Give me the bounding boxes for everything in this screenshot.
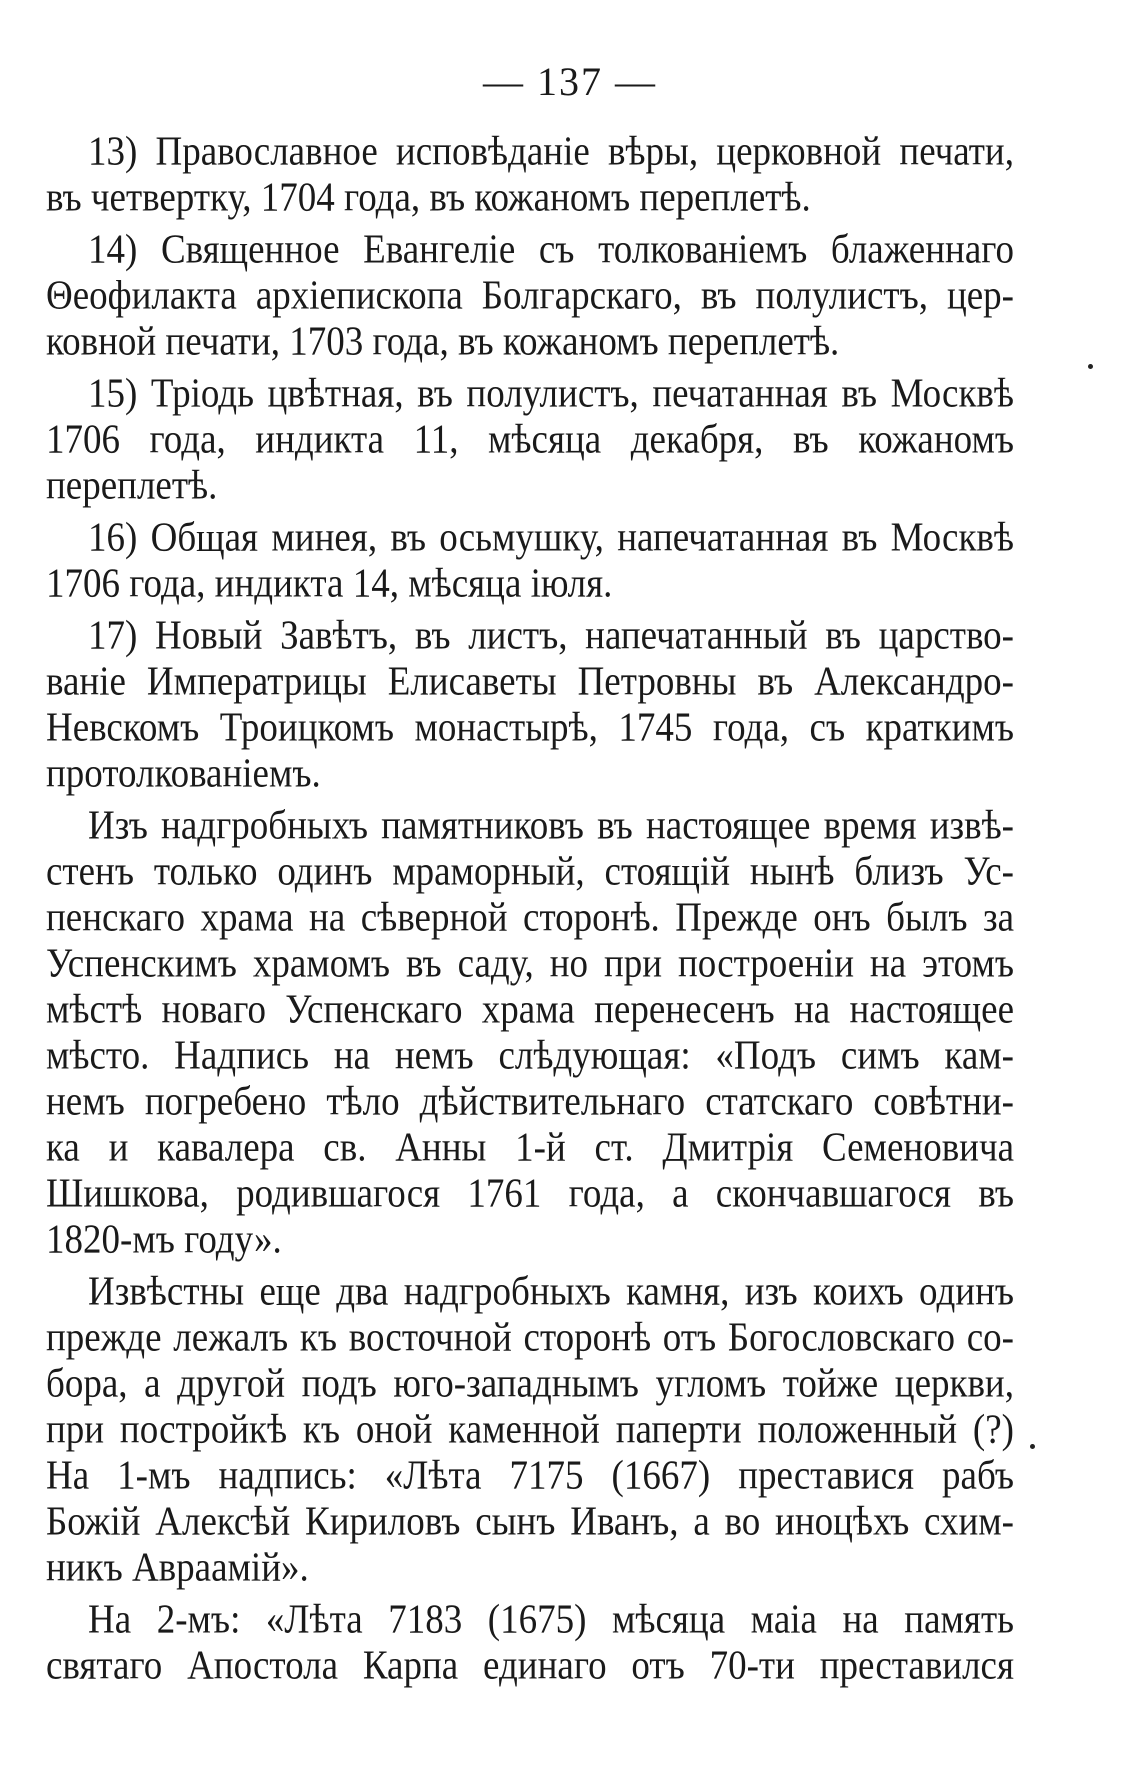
text-line: 1706 года, индикта 11, мѣсяца декабря, въ кожаномъ (46, 416, 1014, 463)
text-line: въ четвертку, 1704 года, въ кожаномъ переплетѣ. (46, 174, 811, 221)
text-line: никъ Авраамій». (46, 1544, 309, 1591)
text-line: 17) Новый Завѣтъ, въ листъ, напечатанный въ царство- (88, 612, 1014, 659)
text-line: 13) Православное исповѣданіе вѣры, церковной печати, (88, 128, 1014, 175)
text-line: Θеофилакта архіепископа Болгарскаго, въ полулистъ, цер- (46, 272, 1014, 319)
text-line: мѣстѣ новаго Успенскаго храма перенесенъ на настоящее (46, 986, 1014, 1033)
text-line: мѣсто. Надпись на немъ слѣдующая: «Подъ симъ кам- (46, 1032, 1014, 1079)
text-line: Успенскимъ храмомъ въ саду, но при построеніи на этомъ (46, 940, 1014, 987)
text-line: Божій Алексѣй Кириловъ сынъ Иванъ, а во иноцѣхъ схим- (46, 1498, 1014, 1545)
text-line: ка и кавалера св. Анны 1-й ст. Дмитрія Семеновича (46, 1124, 1014, 1171)
text-line: 15) Тріодь цвѣтная, въ полулистъ, печатанная въ Москвѣ (88, 370, 1014, 417)
text-line: протолкованіемъ. (46, 750, 321, 797)
text-line: Извѣстны еще два надгробныхъ камня, изъ коихъ одинъ (88, 1268, 1014, 1315)
text-line: переплетѣ. (46, 462, 218, 509)
text-line: 1820-мъ году». (46, 1216, 282, 1263)
text-line: Изъ надгробныхъ памятниковъ въ настоящее время извѣ- (88, 802, 1014, 849)
text-line: Шишкова, родившагося 1761 года, а скончавшагося въ (46, 1170, 1014, 1217)
text-line: святаго Апостола Карпа единаго отъ 70-ти преставился (46, 1642, 1014, 1689)
text-line: немъ погребено тѣло дѣйствительнаго статскаго совѣтни- (46, 1078, 1014, 1125)
text-line: прежде лежалъ къ восточной сторонѣ отъ Богословскаго со- (46, 1314, 1014, 1361)
text-line: стенъ только одинъ мраморный, стоящій нынѣ близъ Ус- (46, 848, 1014, 895)
text-line: при постройкѣ къ оной каменной паперти положенный (?) (46, 1406, 1014, 1453)
text-line: 14) Священное Евангеліе съ толкованіемъ блаженнаго (88, 226, 1014, 273)
print-speck (1088, 364, 1093, 369)
print-speck (1030, 1444, 1035, 1449)
text-line: Невскомъ Троицкомъ монастырѣ, 1745 года, съ краткимъ (46, 704, 1014, 751)
page-number: — 137 — (483, 59, 657, 104)
text-line: На 1-мъ надпись: «Лѣта 7175 (1667) преставися рабъ (46, 1452, 1014, 1499)
text-line: На 2-мъ: «Лѣта 7183 (1675) мѣсяца маіа на память (88, 1596, 1014, 1643)
text-line: ковной печати, 1703 года, въ кожаномъ переплетѣ. (46, 318, 840, 365)
text-line: ваніе Императрицы Елисаветы Петровны въ Александро- (46, 658, 1014, 705)
text-line: 1706 года, индикта 14, мѣсяца іюля. (46, 560, 613, 607)
text-line: бора, а другой подъ юго-западнымъ угломъ тойже церкви, (46, 1360, 1014, 1407)
text-line: пенскаго храма на сѣверной сторонѣ. Прежде онъ былъ за (46, 894, 1014, 941)
text-line: 16) Общая минея, въ осьмушку, напечатанная въ Москвѣ (88, 514, 1014, 561)
